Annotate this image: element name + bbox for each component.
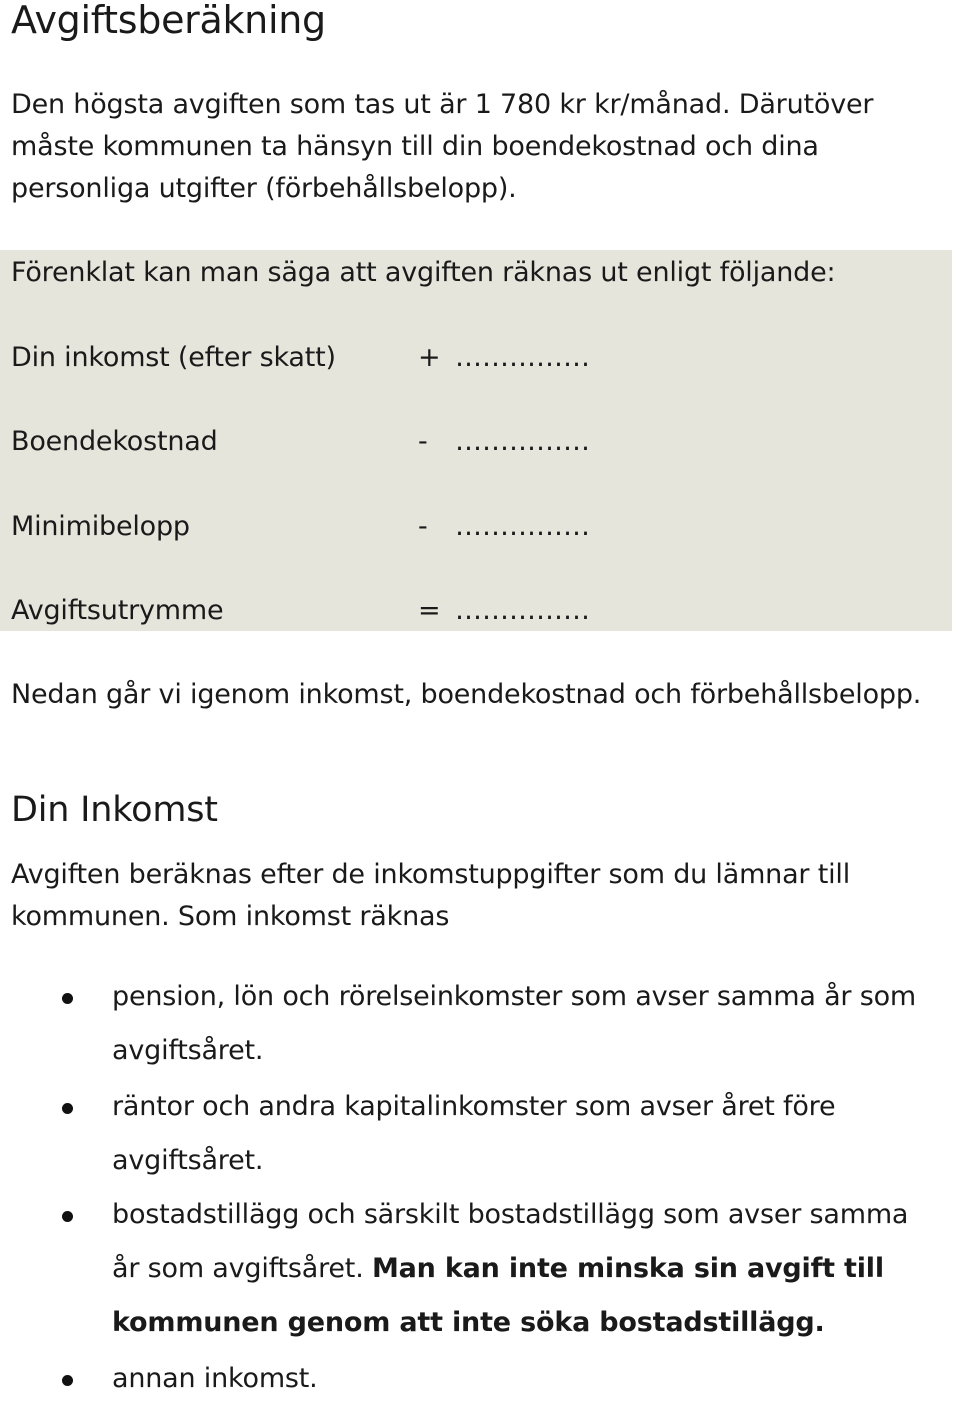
bullet-icon: [62, 1375, 73, 1386]
bullet-icon: [62, 1211, 73, 1222]
list-item-emphasis: Man kan inte minska sin avgift till kommunen genom att inte söka bostadstillägg.: [112, 1253, 884, 1338]
list-item: [0, 1188, 940, 1350]
income-paragraph: Avgiften beräknas efter de inkomstuppgifter som du lämnar till kommunen. Som inkomst räknas: [11, 859, 851, 932]
section-heading: Din Inkomst: [11, 790, 218, 830]
formula-row-label: Minimibelopp: [11, 511, 190, 542]
formula-intro: Förenklat kan man säga att avgiften räknas ut enligt följande:: [11, 257, 836, 288]
bullet-icon: [62, 993, 73, 1004]
formula-row-operator: +: [418, 342, 441, 373]
list-item-text: annan inkomst.: [112, 1363, 318, 1394]
bullet-icon: [62, 1103, 73, 1114]
formula-row-operator: -: [418, 426, 428, 457]
list-item-text: pension, lön och rörelseinkomster som avser samma år som avgiftsåret.: [112, 981, 916, 1066]
formula-row-housing-cost: [11, 421, 911, 463]
formula-row-operator: =: [418, 595, 441, 626]
list-item: [0, 970, 940, 1078]
formula-row-income: [11, 337, 911, 379]
formula-row-minimum-amount: [11, 506, 911, 548]
document-title: Avgiftsberäkning: [11, 0, 326, 42]
formula-row-label: Avgiftsutrymme: [11, 595, 224, 626]
formula-row-label: Din inkomst (efter skatt): [11, 342, 336, 373]
formula-row-label: Boendekostnad: [11, 426, 218, 457]
list-item-text: bostadstillägg och särskilt bostadstillägg som avser samma år som avgiftsåret.: [112, 1199, 909, 1284]
formula-row-operator: -: [418, 511, 428, 542]
formula-row-blank: ……………: [455, 342, 590, 373]
after-formula-paragraph: Nedan går vi igenom inkomst, boendekostnad och förbehållsbelopp.: [11, 679, 922, 710]
formula-row-fee-margin: [11, 590, 911, 632]
intro-paragraph: Den högsta avgiften som tas ut är 1 780 kr kr/månad. Därutöver måste kommunen ta hänsyn till din boendekostnad och dina personliga utgifter (förbehållsbelopp).: [11, 89, 874, 204]
income-list: [0, 970, 950, 1406]
formula-row-blank: ……………: [455, 426, 590, 457]
list-item: [0, 1352, 940, 1406]
formula-row-blank: ……………: [455, 595, 590, 626]
list-item-text: räntor och andra kapitalinkomster som avser året före avgiftsåret.: [112, 1091, 836, 1176]
list-item: [0, 1080, 940, 1188]
formula-row-blank: ……………: [455, 511, 590, 542]
